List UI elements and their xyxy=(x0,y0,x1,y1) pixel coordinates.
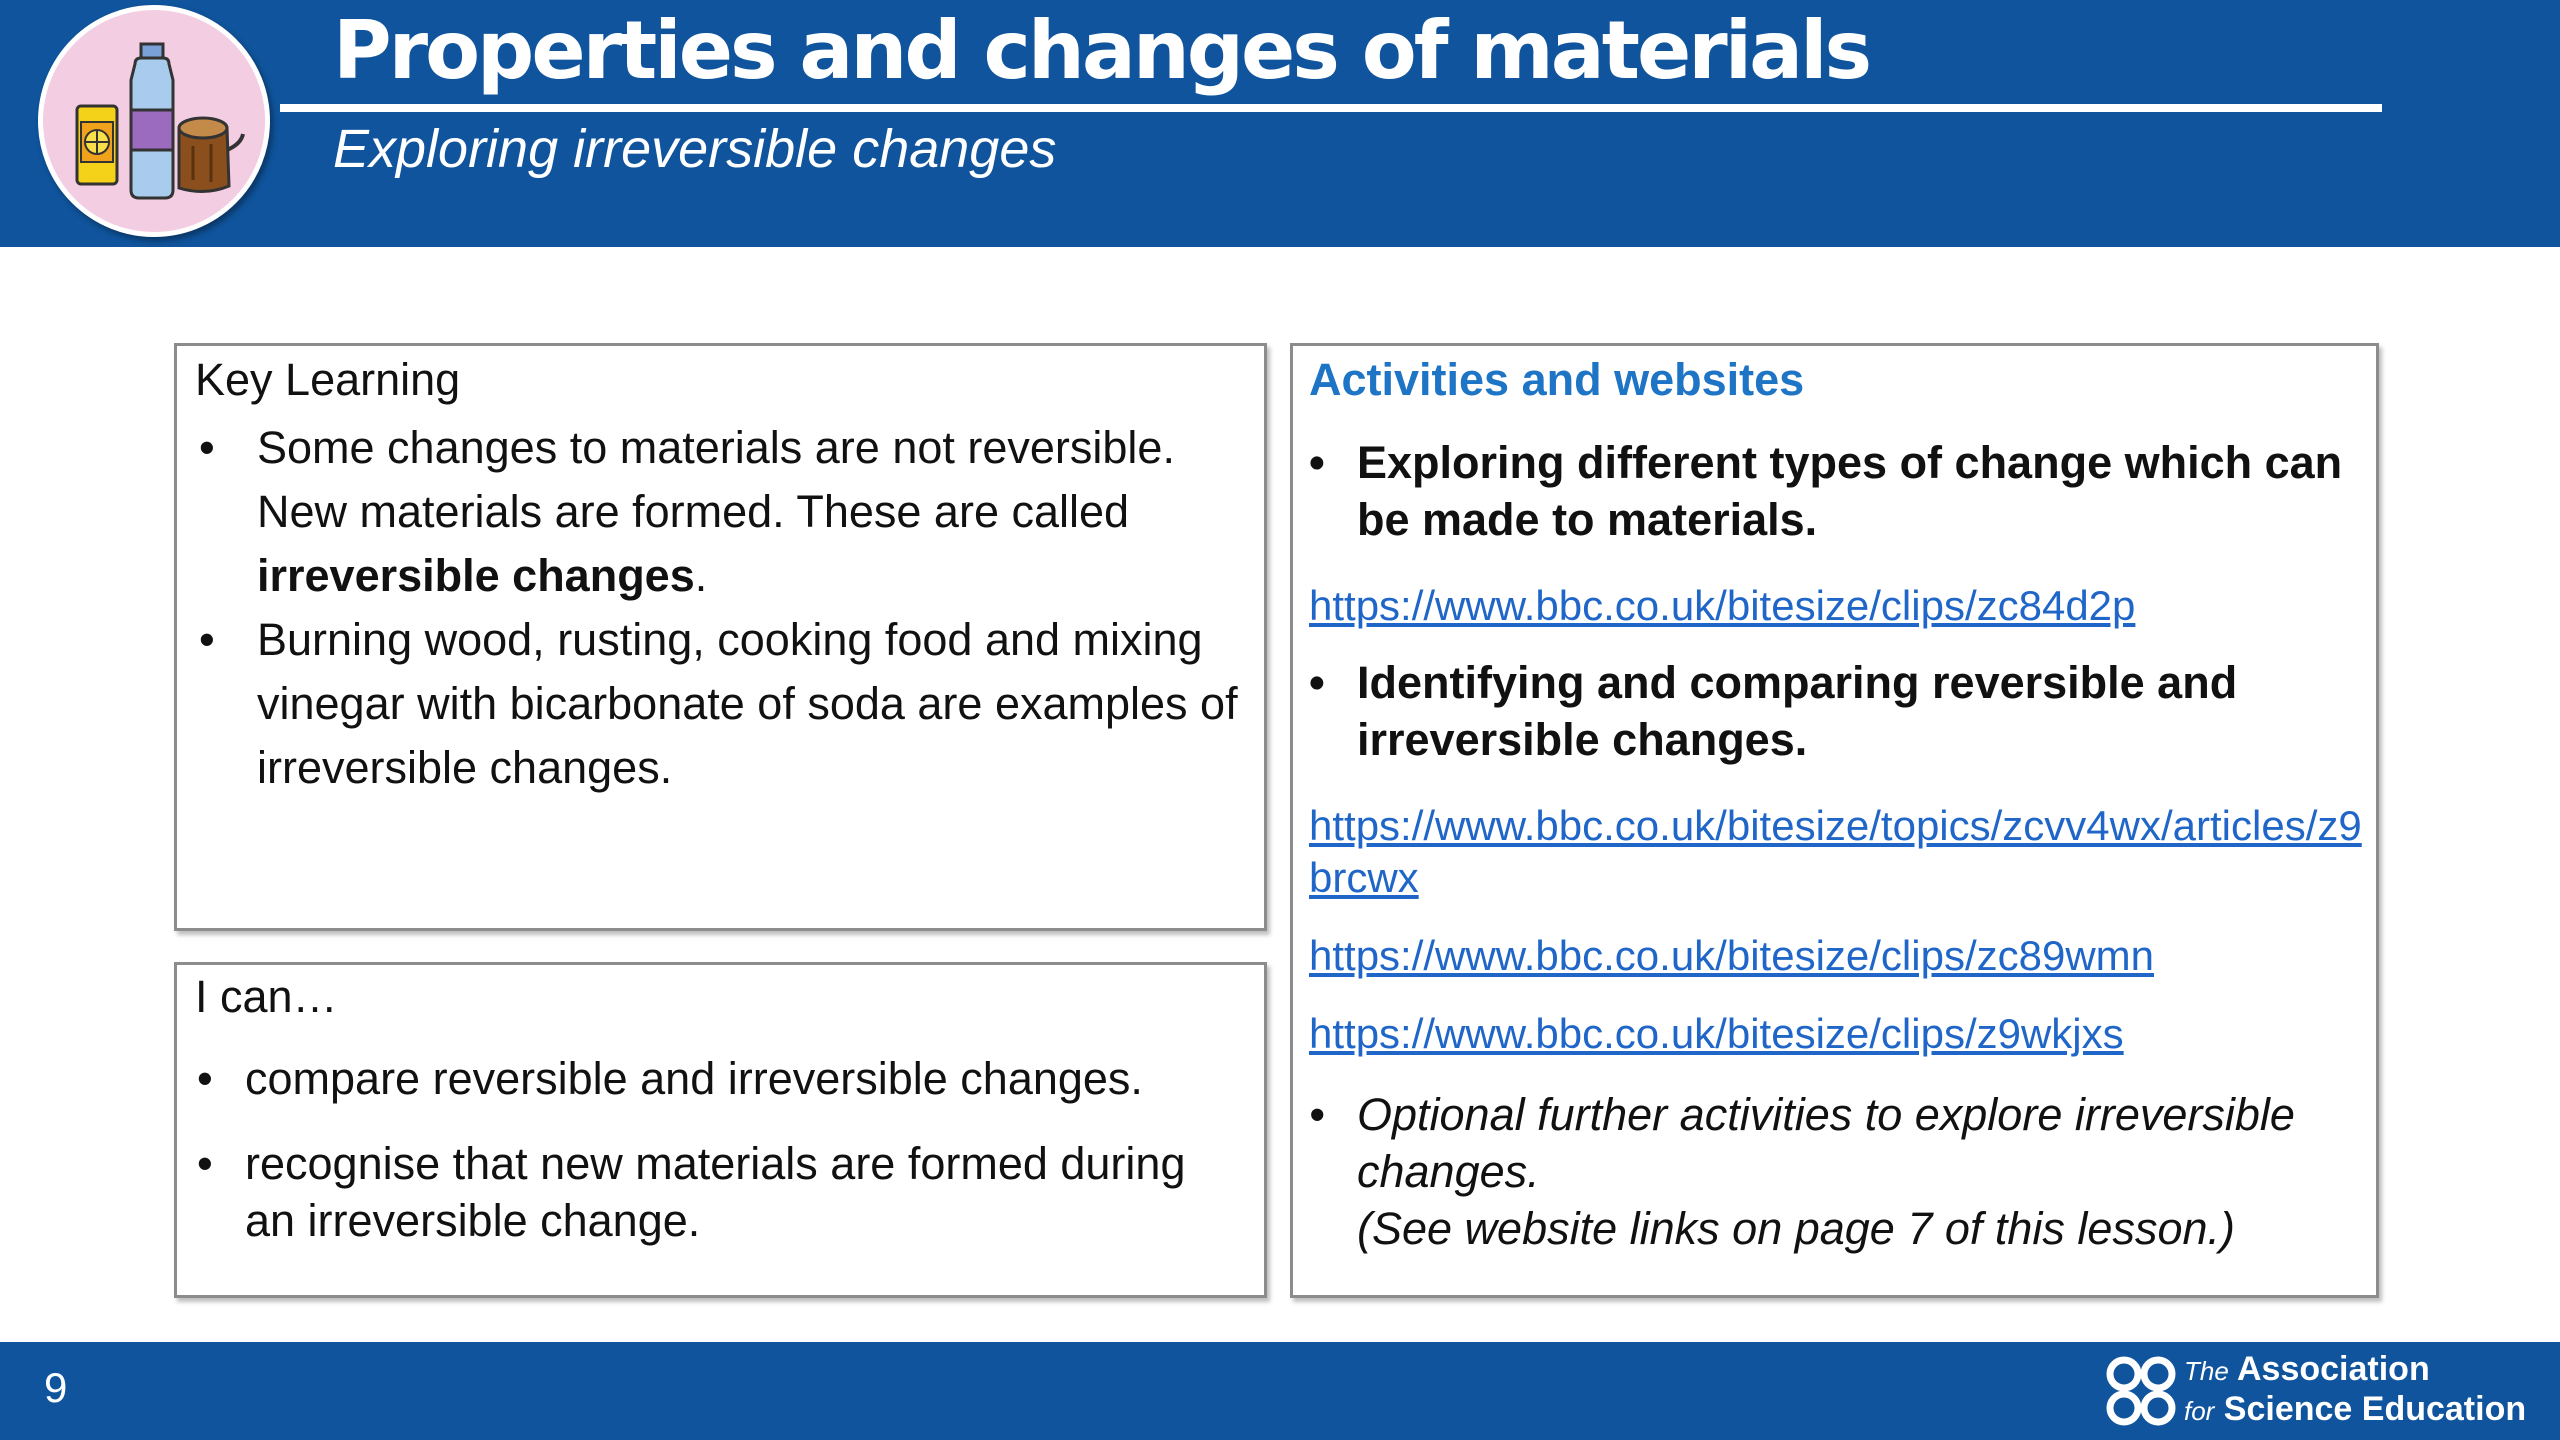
footer-bar xyxy=(0,1342,2560,1440)
key-learning-heading: Key Learning xyxy=(195,354,461,405)
bullet-icon: • xyxy=(1309,657,1325,708)
page-title: Properties and changes of materials xyxy=(333,4,1870,97)
key-learning-panel xyxy=(174,343,1267,931)
page-subtitle: Exploring irreversible changes xyxy=(333,119,1057,179)
header-bar xyxy=(0,0,2560,247)
i-can-panel xyxy=(174,962,1267,1298)
title-divider xyxy=(280,104,2382,112)
list-item: • recognise that new materials are formed during an irreversible change. xyxy=(245,1135,1245,1249)
activity-item: • Optional further activities to explore irreversible changes. (See website links on page 7 of this lesson.) xyxy=(1357,1086,2357,1257)
bbc-link-clip-2[interactable]: https://www.bbc.co.uk/bitesize/clips/zc89wmn xyxy=(1309,932,2155,979)
list-item: • Some changes to materials are not reversible. New materials are formed. These are called irreversible changes. xyxy=(257,416,1247,608)
list-item: • Burning wood, rusting, cooking food and mixing vinegar with bicarbonate of soda are examples of irreversible changes. xyxy=(257,608,1247,800)
bbc-link-clip-3[interactable]: https://www.bbc.co.uk/bitesize/clips/z9wkjxs xyxy=(1309,1010,2124,1057)
activities-heading: Activities and websites xyxy=(1309,354,1805,405)
bullet-icon: • xyxy=(199,614,215,665)
key-learning-list xyxy=(199,416,1247,800)
bullet-icon: • xyxy=(1309,437,1325,488)
bullet-icon: • xyxy=(199,422,215,473)
materials-icon xyxy=(38,5,270,237)
activity-item: • Identifying and comparing reversible and irreversible changes. xyxy=(1357,654,2357,768)
bullet-icon: • xyxy=(197,1053,213,1104)
bbc-link-article[interactable]: https://www.bbc.co.uk/bitesize/topics/zcvv4wx/articles/z9brcwx xyxy=(1309,802,2362,901)
ase-logo-icon xyxy=(2106,1356,2176,1426)
list-item: • compare reversible and irreversible changes. xyxy=(245,1050,1245,1107)
bullet-icon: • xyxy=(1309,1089,1325,1140)
i-can-list xyxy=(197,1050,1245,1277)
activities-panel xyxy=(1290,343,2379,1298)
ase-logo-text: The Association for Science Education xyxy=(2184,1350,2527,1428)
bullet-icon: • xyxy=(197,1138,213,1189)
page-number: 9 xyxy=(44,1364,68,1411)
activity-item: • Exploring different types of change which can be made to materials. xyxy=(1357,434,2357,548)
bbc-link-clip-1[interactable]: https://www.bbc.co.uk/bitesize/clips/zc84d2p xyxy=(1309,582,2136,629)
i-can-heading: I can… xyxy=(195,971,338,1022)
